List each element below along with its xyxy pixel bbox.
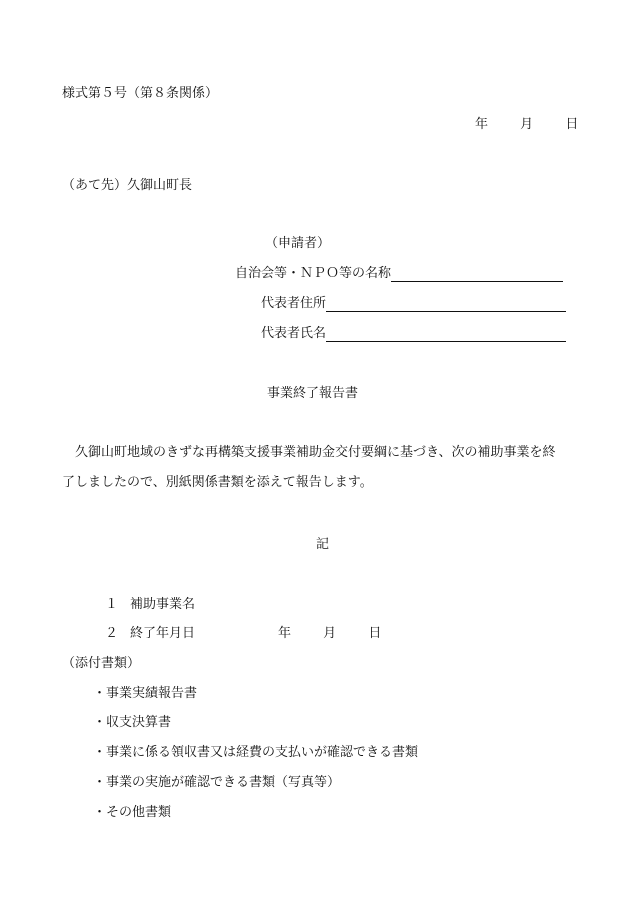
applicant-org-blank[interactable] [391,267,563,282]
item-2-label: 終了年月日 [130,626,196,641]
applicant-name-label: 代表者氏名 [261,326,327,341]
applicant-org-label: 自治会等・ＮＰＯ等の名称 [235,266,392,281]
applicant-address-label: 代表者住所 [261,296,327,311]
end-date-day: 日 [368,626,382,641]
header-date [475,117,578,133]
end-date-year: 年 [278,626,292,641]
applicant-address-row [261,296,566,312]
applicant-address-blank[interactable] [326,297,566,312]
form-number: 様式第５号（第８条関係） [62,86,219,101]
document-title: 事業終了報告書 [267,386,359,401]
header-date-month: 月 [520,117,534,132]
body-paragraph [62,438,572,498]
applicant-name-blank[interactable] [326,327,566,342]
attachments-heading: （添付書類） [62,656,141,671]
ki-heading: 記 [316,537,330,552]
end-date-month: 月 [323,626,337,641]
attachment-item: ・事業の実施が確認できる書類（写真等） [93,775,341,790]
item-1-number: １ [105,597,119,612]
body-line-1: 久御山町地域のきずな再構築支援事業補助金交付要綱に基づき、次の補助事業を終 [75,445,556,460]
attachment-item: ・収支決算書 [93,715,172,730]
attachment-item: ・事業実績報告書 [93,686,198,701]
addressee: （あて先）久御山町長 [62,178,193,193]
header-date-day: 日 [565,117,579,132]
item-2 [105,626,195,642]
body-line-2: 了しましたので、別紙関係書類を添えて報告します。 [62,475,373,490]
attachment-item: ・その他書類 [93,805,172,820]
applicant-name-row [261,326,566,342]
end-date [278,626,381,642]
header-date-year: 年 [475,117,489,132]
item-1-label: 補助事業名 [130,597,196,612]
item-1 [105,597,195,613]
attachment-item: ・事業に係る領収書又は経費の支払いが確認できる書類 [93,745,419,760]
item-2-number: ２ [105,626,119,641]
applicant-heading: （申請者） [265,236,331,251]
applicant-org-row [235,266,563,282]
